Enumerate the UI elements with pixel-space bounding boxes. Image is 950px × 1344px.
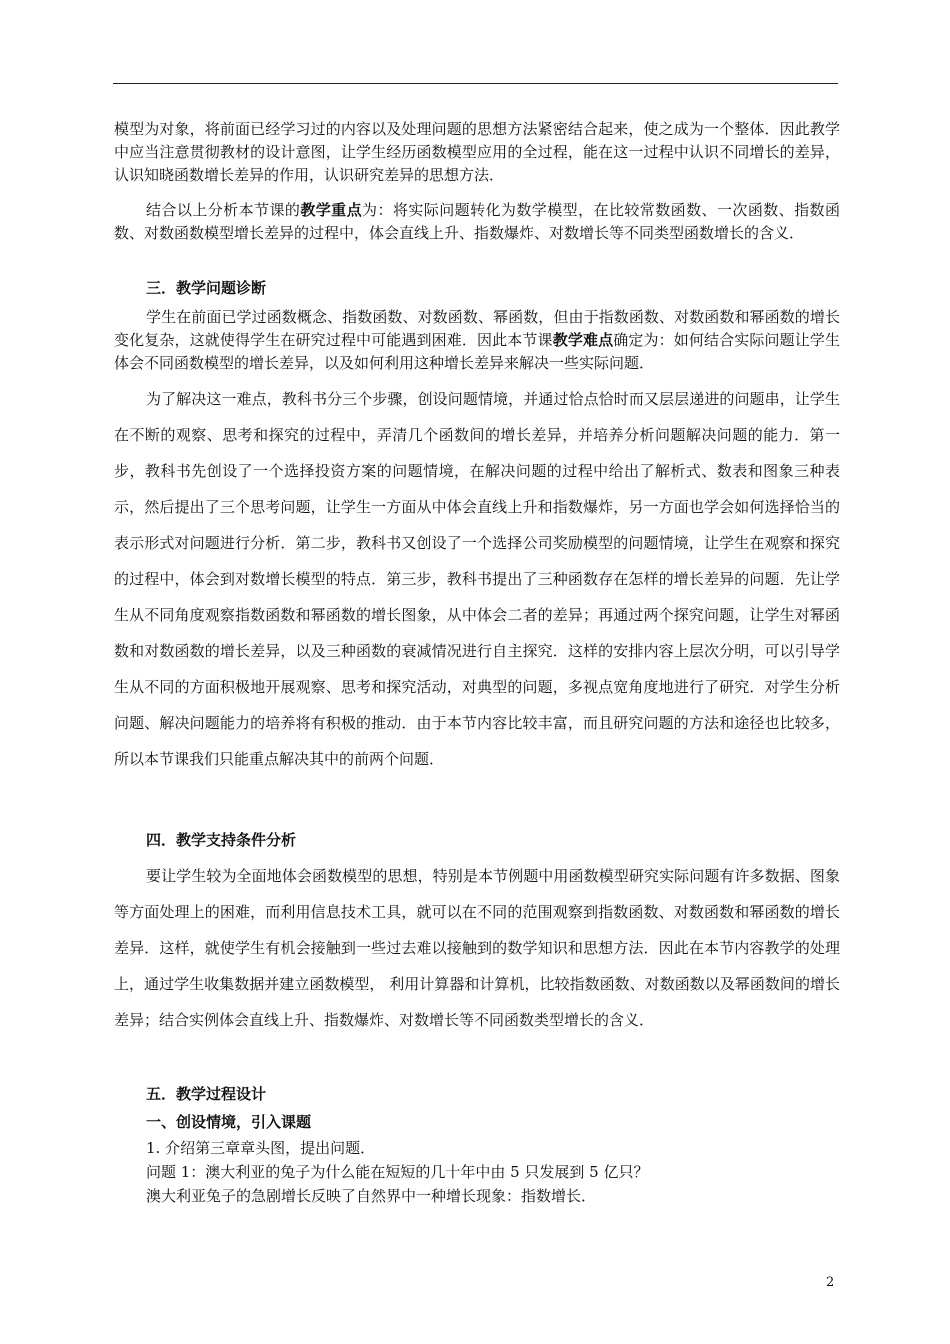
focus-text-pre: 结合以上分析本节课的 bbox=[146, 201, 301, 219]
subsection-heading-1: 一、创设情境，引入课题 bbox=[146, 1113, 312, 1131]
diagnosis-keyword: 教学难点 bbox=[552, 331, 614, 349]
focus-text-post: 为：将实际问题转化为数学模型，在比较常数函数、一次函数、指数函数、对数函数模型增长差异的过程中，体会直线上升、指数爆炸、对数增长等不同类型函数增长的含义． bbox=[114, 201, 840, 242]
question-1-line: 问题 1：澳大利亚的兔子为什么能在短短的几十年中由 5 只发展到 5 亿只？ bbox=[146, 1163, 649, 1181]
header-rule bbox=[113, 83, 838, 84]
paragraph-support: 要让学生较为全面地体会函数模型的思想，特别是本节例题中用函数模型研究实际问题有许多数据、图象等方面处理上的困难，而利用信息技术工具，就可以在不同的范围观察到指数函数、对数函数和幂函数的增长差异．这样，就使学生有机会接触到一些过去难以接触到的数学知识和思想方法．因此在本节内容教学的处理上，通过学生收集数据并建立函数模型， 利用计算器和计算机，比较指数函数、对数函数以及幂函数间的增长差异；结合实例体会直线上升、指数爆炸、对数增长等不同函数类型增长的含义． bbox=[114, 867, 840, 1029]
section-heading-4: 四．教学支持条件分析 bbox=[146, 831, 297, 849]
focus-keyword: 教学重点 bbox=[300, 201, 363, 219]
diagnosis-text-pre: 学生在前面已学过函数概念、指数函数、对数函数、幂函数，但由于指数函数、对数函数和幂函数的增长变化复杂，这就使得学生在研究过程中可能遇到困难．因此本节课 bbox=[114, 308, 840, 349]
page-number: 2 bbox=[826, 1275, 835, 1290]
paragraph-three-steps: 为了解决这一难点，教科书分三个步骤，创设问题情境，并通过恰点恰时而又层层递进的问题串，让学生在不断的观察、思考和探究的过程中，弄清几个函数间的增长差异，并培养分析问题解决问题的能力．第一步，教科书先创设了一个选择投资方案的问题情境，在解决问题的过程中给出了解析式、数表和图象三种表示，然后提出了三个思考问题，让学生一方面从中体会直线上升和指数爆炸，另一方面也学会如何选择恰当的表示形式对问题进行分析．第二步，教科书又创设了一个选择公司奖励模型的问题情境，让学生在观察和探究的过程中，体会到对数增长模型的特点．第三步，教科书提出了三种函数存在怎样的增长差异的问题．先让学生从不同角度观察指数函数和幂函数的增长图象，从中体会二者的差异；再通过两个探究问题，让学生对幂函数和对数函数的增长差异，以及三种函数的衰减情况进行自主探究．这样的安排内容上层次分明，可以引导学生从不同的方面积极地开展观察、思考和探究活动，对典型的问题，多视点宽角度地进行了研究．对学生分析问题、解决问题能力的培养将有积极的推动．由于本节内容比较丰富，而且研究问题的方法和途径也比较多，所以本节课我们只能重点解决其中的前两个问题． bbox=[114, 390, 840, 768]
section-heading-3: 三．教学问题诊断 bbox=[146, 279, 267, 297]
exponential-growth-line: 澳大利亚兔子的急剧增长反映了自然界中一种增长现象：指数增长． bbox=[146, 1187, 597, 1205]
diagnosis-text-post: 确定为：如何结合实际问题让学生体会不同函数模型的增长差异，以及如何利用这种增长差异来解决一些实际问题． bbox=[114, 331, 840, 372]
paragraph-teaching-focus bbox=[114, 199, 840, 245]
section-heading-5: 五．教学过程设计 bbox=[146, 1085, 267, 1103]
paragraph-diagnosis bbox=[114, 306, 840, 375]
paragraph-intro: 模型为对象，将前面已经学习过的内容以及处理问题的思想方法紧密结合起来，使之成为一个整体．因此教学中应当注意贯彻教材的设计意图，让学生经历函数模型应用的全过程，能在这一过程中认识不同增长的差异，认识知晓函数增长差异的作用，认识研究差异的思想方法． bbox=[114, 120, 840, 184]
step-1-line: 1. 介绍第三章章头图，提出问题． bbox=[146, 1139, 376, 1157]
